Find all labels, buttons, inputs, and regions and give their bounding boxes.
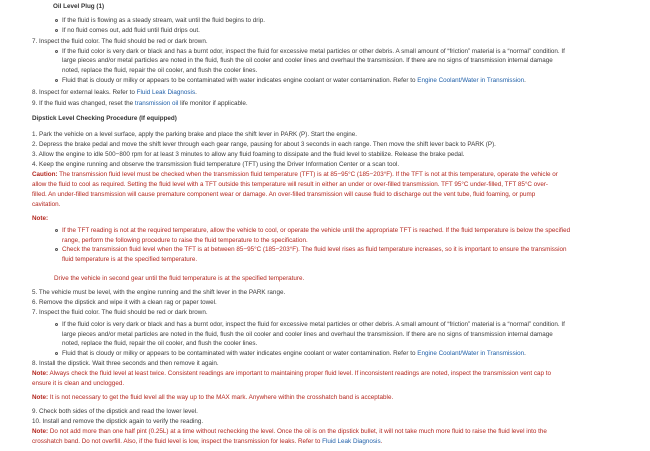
- section-heading: Oil Level Plug (1): [53, 3, 105, 10]
- text-line: [62, 330, 553, 339]
- text-line: [32, 379, 124, 388]
- text-span: 2. Depress the brake pedal and move the shift lever through each gear range, pausing for about 3 seconds in each range. Then move the shift lever back to PARK (P).: [32, 141, 496, 148]
- text-span: Fluid that is cloudy or milky or appears to be contaminated with water indicates engine coolant or water contamination. Refer to: [62, 350, 418, 357]
- bullet-icon: [55, 79, 58, 82]
- text-line: [32, 200, 60, 209]
- text-span: .: [524, 77, 526, 84]
- text-line: [62, 26, 200, 35]
- text-span: Always check the fluid level at least twice. Consistent readings are important to maintaining proper fluid level. If inconsistent readings are noted, inspect the transmission vent cap to: [48, 370, 552, 377]
- text-line: [32, 437, 382, 446]
- text-line: [62, 339, 257, 348]
- text-span: .: [380, 438, 383, 445]
- bullet-icon: [55, 50, 58, 53]
- text-line: [32, 170, 558, 179]
- text-span: Fluid that is cloudy or milky or appears to be contaminated with water indicates engine coolant or water contamination. Refer to: [62, 77, 418, 84]
- text-line: [32, 298, 217, 307]
- text-line: [62, 236, 308, 245]
- text-span: 7. Inspect the fluid color. The fluid should be red or dark brown.: [32, 309, 208, 316]
- bullet-icon: [55, 352, 58, 355]
- bullet-icon: [55, 229, 58, 232]
- text-line: [32, 308, 208, 317]
- reference-link[interactable]: Fluid Leak Diagnosis: [136, 89, 196, 96]
- text-line: [62, 16, 265, 25]
- bullet-icon: [55, 19, 58, 22]
- text-span: noted, replace the fluid, repair the oil cooler, and flush the cooler lines.: [62, 67, 258, 74]
- text-span: It is not necessary to get the fluid level all the way up to the MAX mark. Anywhere within the crosshatch band is acceptable.: [48, 394, 394, 401]
- text-line: [62, 255, 197, 264]
- text-line: [62, 76, 526, 85]
- text-span: 7. Inspect the fluid color. The fluid should be red or dark brown.: [32, 38, 208, 45]
- text-span: If the TFT reading is not at the required temperature, allow the vehicle to cool, or operate the vehicle until the appropriate TFT is reached. If the fluid temperature is below the specified: [62, 227, 571, 234]
- text-line: [32, 427, 547, 436]
- text-line: [32, 37, 208, 46]
- text-span: 5. The vehicle must be level, with the engine running and the shift lever in the PARK range.: [32, 289, 286, 296]
- text-span: crosshatch band. Do not overfill. Also, if the fluid level is low, inspect the transmission for leaks. Refer to: [32, 438, 323, 445]
- text-span: .: [195, 89, 197, 96]
- text-span: 6. Remove the dipstick and wipe it with a clean rag or paper towel.: [32, 299, 217, 306]
- text-line: [32, 88, 197, 97]
- text-line: [62, 56, 553, 65]
- text-span: 9. If the fluid was changed, reset the: [32, 100, 135, 107]
- text-span: large pieces and/or metal particles are noted in the fluid, flush the oil cooler and cooler lines and overhaul the transmission. If there are no signs of transmission internal damage: [62, 57, 553, 64]
- text-line: [32, 288, 285, 297]
- text-span: fluid temperature is at the specified temperature.: [62, 256, 198, 263]
- text-line: [32, 99, 248, 108]
- text-span: If no fluid comes out, add fluid until fluid drips out.: [62, 27, 200, 34]
- text-line: [32, 140, 496, 149]
- text-line: [32, 150, 464, 159]
- text-line: [32, 417, 203, 426]
- bullet-icon: [55, 323, 58, 326]
- text-span: 3. Allow the engine to idle 500−800 rpm for at least 3 minutes to allow any fluid foaming to dissipate and the fluid level to stabilize. Release the brake pedal.: [32, 151, 465, 158]
- label-bold: Note:: [32, 394, 49, 401]
- text-line: [32, 190, 535, 199]
- text-span: ensure it is clean and unclogged.: [32, 380, 125, 387]
- label-bold: Note:: [32, 428, 49, 435]
- text-line: [32, 130, 357, 139]
- text-line: [62, 349, 526, 358]
- text-span: 10. Install and remove the dipstick again to verify the reading.: [32, 418, 204, 425]
- label-bold: Note:: [32, 215, 49, 222]
- text-span: .: [524, 350, 526, 357]
- text-span: Do not add more than one half pint (0.25L) at a time without rechecking the level. Once the oil is on the dipstick bullet, it will not take much more fluid to raise the fluid level into the: [48, 428, 547, 435]
- text-line: [62, 320, 565, 329]
- reference-link[interactable]: Engine Coolant/Water in Transmission: [417, 350, 525, 357]
- text-line: [54, 274, 304, 283]
- text-span: 4. Keep the engine running and observe the transmission fluid temperature (TFT) using the Driver Information Center or a scan tool.: [32, 161, 400, 168]
- text-span: 8. Inspect for external leaks. Refer to: [32, 89, 137, 96]
- text-line: [32, 369, 551, 378]
- text-span: 1. Park the vehicle on a level surface, apply the parking brake and place the shift lever in PARK (P). Start the engine.: [32, 131, 358, 138]
- text-line: [32, 393, 393, 402]
- text-line: [32, 160, 399, 169]
- text-span: allow the fluid to cool as required. Setting the fluid level with a TFT outside this temperature will result in either an under or over-filled transmission. TFT 95°C under-filled, TFT 85°C over-: [32, 181, 549, 188]
- text-span: range, perform the following procedure to raise the fluid temperature to the specification.: [62, 237, 308, 244]
- text-line: [62, 245, 567, 254]
- text-span: If the fluid color is very dark or black and has a burnt odor, inspect the fluid for excessive metal particles or other debris. A small amount of “friction” material is a “normal” condition. If: [62, 48, 565, 55]
- reference-link[interactable]: Fluid Leak Diagnosis: [322, 438, 381, 445]
- section-heading: Dipstick Level Checking Procedure (If equipped): [32, 115, 177, 122]
- reference-link[interactable]: transmission oil: [134, 100, 179, 107]
- bullet-icon: [55, 29, 58, 32]
- text-line: [32, 180, 548, 189]
- label-bold: Note:: [32, 370, 49, 377]
- text-line: [32, 359, 219, 368]
- text-span: life monitor if applicable.: [178, 100, 248, 107]
- text-span: cavitation.: [32, 201, 61, 208]
- text-line: [62, 226, 570, 235]
- text-span: If the fluid is flowing as a steady stream, wait until the fluid begins to drip.: [62, 17, 266, 24]
- reference-link[interactable]: Engine Coolant/Water in Transmission: [417, 77, 525, 84]
- text-span: filled. An under-filled transmission will cause premature component wear or damage. An over-filled transmission will cause fluid to discharge out the vent tube, fluid foaming, or pump: [32, 191, 536, 198]
- text-span: The transmission fluid level must be checked when the transmission fluid temperature (TFT) is at 85−95°C (185−203°F). If the TFT is not at this temperature, operate the vehicle or: [57, 171, 558, 178]
- text-span: 8. Install the dipstick. Wait three seconds and then remove it again.: [32, 360, 219, 367]
- text-span: Drive the vehicle in second gear until the fluid temperature is at the specified temperature.: [54, 275, 305, 282]
- text-line: [32, 214, 48, 223]
- text-line: [62, 47, 565, 56]
- label-bold: Caution:: [32, 171, 58, 178]
- text-line: [32, 407, 198, 416]
- text-span: 9. Check both sides of the dipstick and read the lower level.: [32, 408, 198, 415]
- bullet-icon: [55, 248, 58, 251]
- text-span: large pieces and/or metal particles are noted in the fluid, flush the oil cooler and cooler lines and overhaul the transmission. If there are no signs of transmission internal damage: [62, 331, 553, 338]
- text-span: Check the transmission fluid level when the TFT is at between 85−95°C (185−203°F). The fluid level rises as fluid temperature increases, so it is important to ensure the transmission: [62, 246, 567, 253]
- text-span: If the fluid color is very dark or black and has a burnt odor, inspect the fluid for excessive metal particles or other debris. A small amount of “friction” material is a “normal” condition. If: [62, 321, 565, 328]
- text-span: noted, replace the fluid, repair the oil cooler, and flush the cooler lines.: [62, 340, 258, 347]
- text-line: [62, 66, 257, 75]
